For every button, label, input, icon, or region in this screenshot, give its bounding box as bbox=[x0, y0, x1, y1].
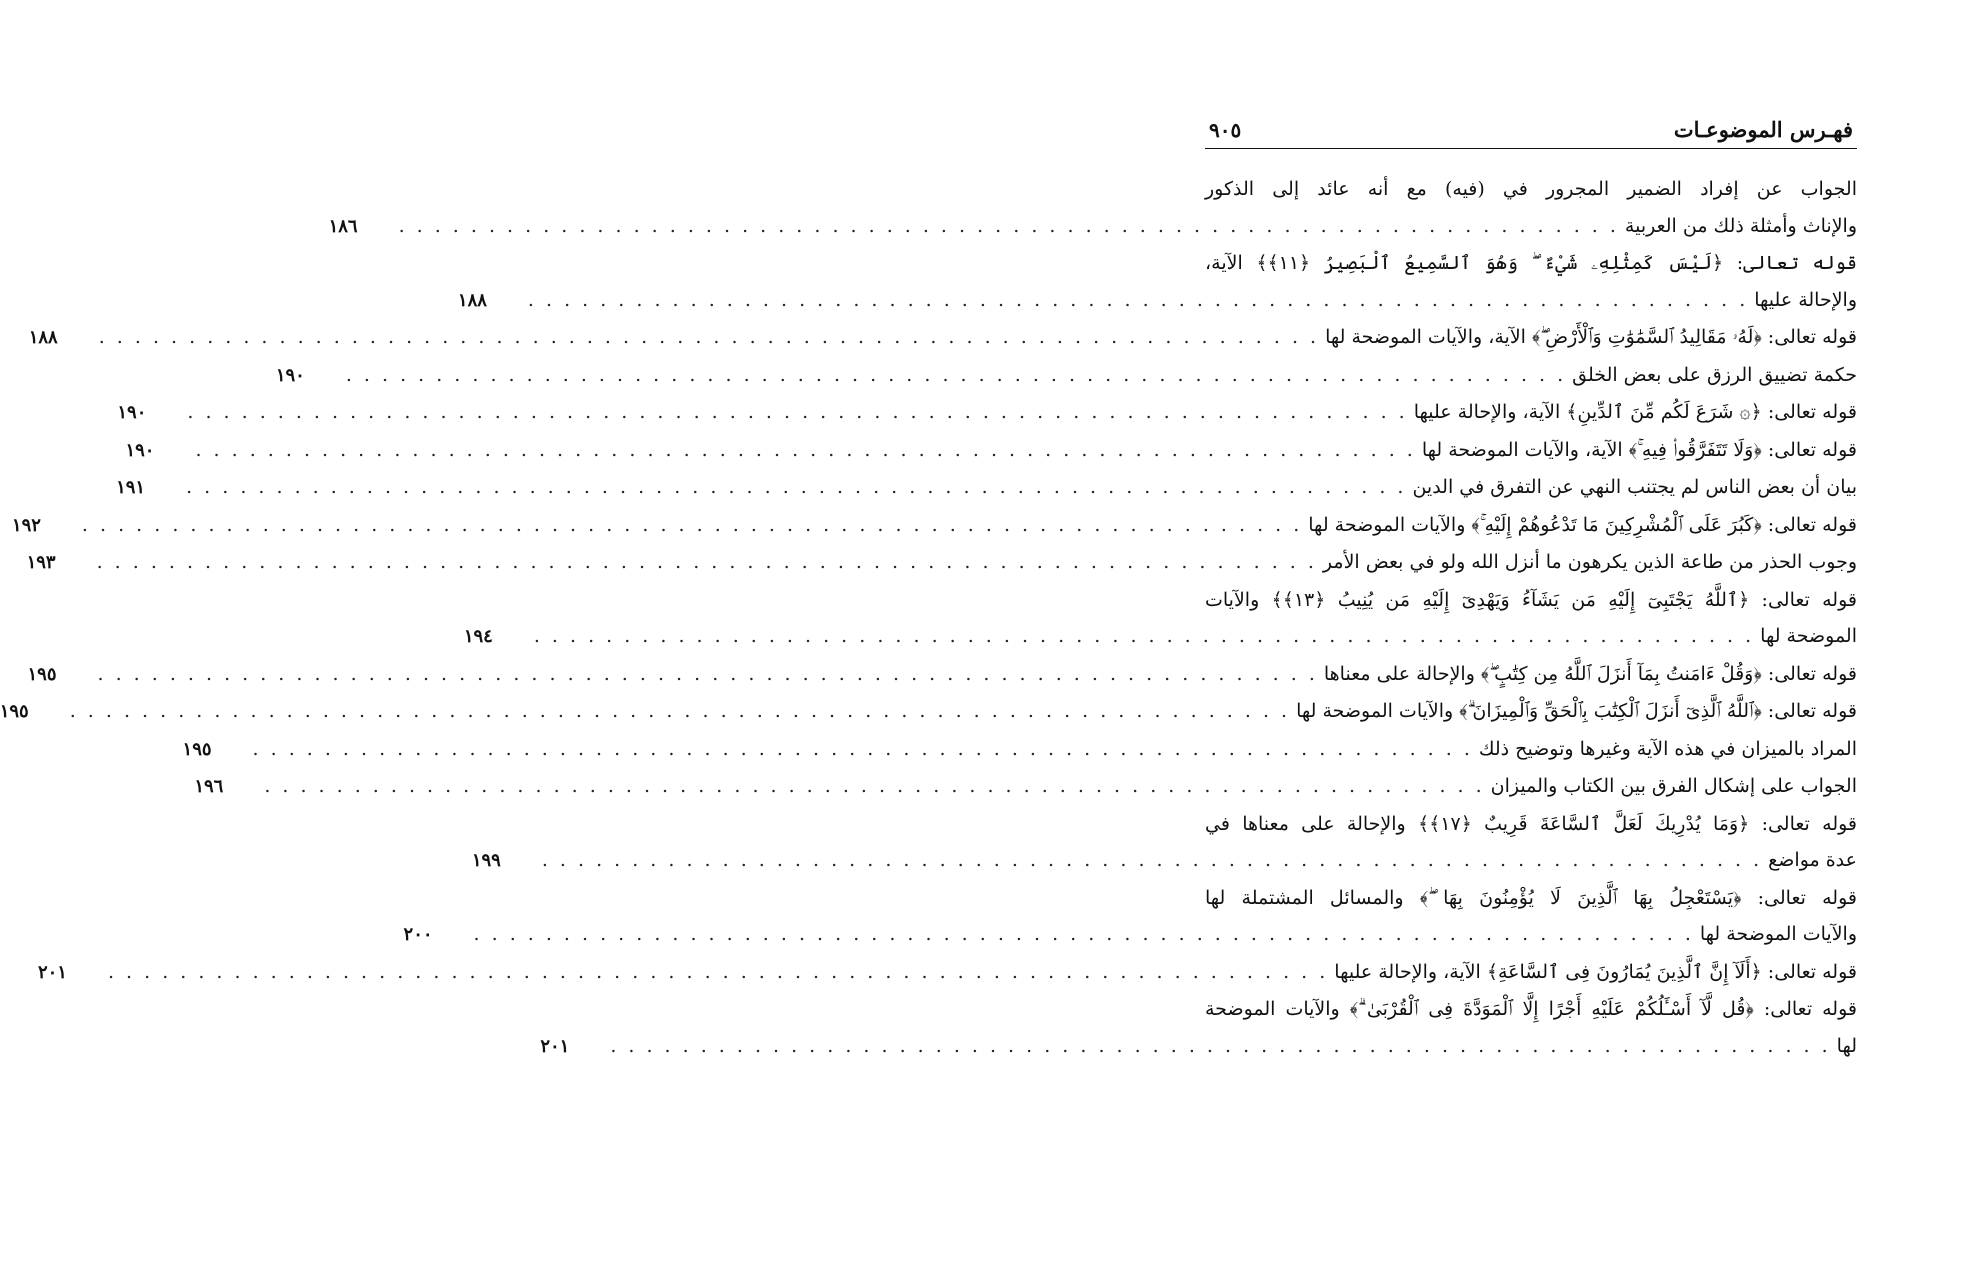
toc-entry-last-line bbox=[125, 432, 1857, 470]
toc-entry-last-line bbox=[27, 656, 1857, 694]
toc-entry-text: قوله تعالى: ﴿۞ شَرَعَ لَكُم مِّنَ ٱلدِّينِ﴾ الآية، والإحالة عليها bbox=[1413, 401, 1857, 423]
toc-entry-text-line: قوله تعالى: ﴿ٱللَّهُ يَجْتَبِىٓ إِلَيْهِ مَن يَشَآءُ وَيَهْدِىٓ إِلَيْهِ مَن يُنِيبُ ﴿١٣﴾﴾ والآيات bbox=[1205, 588, 1857, 611]
toc-entry-text: لها bbox=[1836, 1034, 1857, 1057]
toc-entry bbox=[117, 394, 1857, 432]
toc-entry-page-number: ١٨٦ bbox=[328, 215, 358, 237]
toc-entry bbox=[471, 806, 1858, 880]
toc-entry bbox=[116, 469, 1857, 507]
toc-entry-page-number: ١٩٥ bbox=[27, 663, 57, 685]
toc-entry bbox=[463, 582, 1857, 656]
dot-leader: . . . . . . . . . . . . . . . . . . . . . . . . . . . . . . . . . . . . . . . . . . . . . . . . . . . . . . . . . . . . . . . . . . . . bbox=[98, 326, 1320, 348]
toc-entry-last-line bbox=[117, 394, 1857, 432]
toc-entry-last-line bbox=[471, 842, 1857, 880]
dot-leader: . . . . . . . . . . . . . . . . . . . . . . . . . . . . . . . . . . . . . . . . . . . . . . . . . . . . . . . . . . . . . . . . . . . . bbox=[264, 775, 1485, 797]
dot-leader: . . . . . . . . . . . . . . . . . . . . . . . . . . . . . . . . . . . . . . . . . . . . . . . . . . . . . . . . . . . . . . . . . . . . bbox=[97, 662, 1318, 685]
toc-entry bbox=[27, 656, 1857, 694]
toc-entry bbox=[26, 544, 1857, 582]
toc-entry bbox=[37, 954, 1857, 992]
toc-entry-text-line: قوله تعالى: ﴿لَيْسَ كَمِثْلِهِۦ شَيْءٌ ۖ وَهُوَ ٱلسَّمِيعُ ٱلْبَصِيرُ ﴿١١﴾﴾ الآية، bbox=[1205, 252, 1857, 274]
toc-entry-page-number: ١٨٨ bbox=[28, 327, 58, 348]
toc-entry-page-number: ١٩٥ bbox=[0, 701, 29, 722]
dot-leader: . . . . . . . . . . . . . . . . . . . . . . . . . . . . . . . . . . . . . . . . . . . . . . . . . . . . . . . . . . . . . . . . . . . . bbox=[610, 1034, 1831, 1057]
toc-entry-text: عدة مواضع bbox=[1768, 849, 1857, 871]
toc-entry-page-number: ١٩٣ bbox=[26, 552, 56, 573]
toc-entry bbox=[28, 319, 1857, 357]
toc-entry-last-line bbox=[116, 469, 1857, 507]
toc-entry-text: حكمة تضييق الرزق على بعض الخلق bbox=[1572, 363, 1857, 386]
toc-entry-text: الجواب على إشكال الفرق بين الكتاب والميزان bbox=[1490, 775, 1857, 797]
toc-entry-text: المراد بالميزان في هذه الآية وغيرها وتوضيح ذلك bbox=[1478, 737, 1857, 760]
dot-leader: . . . . . . . . . . . . . . . . . . . . . . . . . . . . . . . . . . . . . . . . . . . . . . . . . . . . . . . . . . . . . . . . . . . . bbox=[195, 438, 1416, 461]
toc-entry-text: قوله تعالى: ﴿لَهُۥ مَقَالِيدُ ٱلسَّمَٰوَٰتِ وَٱلْأَرْضِ ۖ﴾ الآية، والآيات الموضحة لها bbox=[1325, 326, 1857, 348]
toc-entry-text: بيان أن بعض الناس لم يجتنب النهي عن التفرق في الدين bbox=[1412, 476, 1857, 498]
toc-entry bbox=[328, 171, 1857, 245]
toc-entry-last-line bbox=[11, 507, 1857, 545]
toc-entry-last-line bbox=[37, 954, 1857, 992]
toc-entry-last-line bbox=[540, 1028, 1857, 1066]
toc-entry-last-line bbox=[26, 544, 1857, 582]
toc-entry-text-line: قوله تعالى: ﴿وَمَا يُدْرِيكَ لَعَلَّ ٱلسَّاعَةَ قَرِيبٌ ﴿١٧﴾﴾ والإحالة على معناها في bbox=[1205, 812, 1858, 835]
toc-entry-page-number: ٢٠١ bbox=[37, 961, 67, 983]
toc-entry-text-line: قوله تعالى: ﴿قُل لَّآ أَسْـَٔلُكُمْ عَلَيْهِ أَجْرًا إِلَّا ٱلْمَوَدَّةَ فِى ٱلْقُرْبَىٰ ۗ﴾ والآيات الموضحة bbox=[1205, 998, 1857, 1020]
toc-entry-last-line bbox=[182, 731, 1857, 769]
toc-entry-last-line bbox=[0, 693, 1857, 731]
dot-leader: . . . . . . . . . . . . . . . . . . . . . . . . . . . . . . . . . . . . . . . . . . . . . . . . . . . . . . . . . . . . . . . . . . . . bbox=[541, 849, 1763, 871]
toc-entry-page-number: ١٩٤ bbox=[463, 626, 493, 647]
toc-entry-text: والإحالة عليها bbox=[1754, 288, 1857, 311]
dot-leader: . . . . . . . . . . . . . . . . . . . . . . . . . . . . . . . . . . . . . . . . . . . . . . . . . . . . . . . . . . . . . . . . . . . . bbox=[186, 476, 1407, 498]
dot-leader: . . . . . . . . . . . . . . . . . . . . . . . . . . . . . . . . . . . . . . . . . . . . . . . . . . . . . . . . . . . . . . . . . . . . bbox=[533, 625, 1755, 647]
toc-entry-page-number: ١٩٢ bbox=[11, 514, 41, 536]
toc-entry-page-number: ١٨٨ bbox=[457, 289, 487, 311]
toc-entry bbox=[0, 693, 1857, 731]
dot-leader: . . . . . . . . . . . . . . . . . . . . . . . . . . . . . . . . . . . . . . . . . . . . . . . . . . . . . . . . . . . . . . . . . . . . bbox=[107, 960, 1329, 983]
toc-entry bbox=[182, 731, 1857, 769]
toc-entry-page-number: ١٩١ bbox=[116, 477, 146, 498]
toc-entry-last-line bbox=[403, 916, 1857, 954]
toc-entry-page-number: ٢٠٠ bbox=[403, 924, 433, 945]
toc-entries bbox=[0, 171, 1858, 1065]
toc-entry-last-line bbox=[457, 282, 1857, 320]
toc-entry bbox=[403, 880, 1857, 954]
toc-entry-text: والإناث وأمثلة ذلك من العربية bbox=[1624, 214, 1857, 237]
toc-entry bbox=[11, 507, 1857, 545]
header-title: فهـرس الموضوعـات bbox=[1673, 117, 1853, 142]
dot-leader: . . . . . . . . . . . . . . . . . . . . . . . . . . . . . . . . . . . . . . . . . . . . . . . . . . . . . . . . . . . . . . . . . . . . bbox=[69, 700, 1291, 722]
toc-entry-text: الموضحة لها bbox=[1760, 625, 1857, 647]
toc-entry-text: قوله تعالى: ﴿وَلَا تَتَفَرَّقُوا۟ فِيهِ ۚ﴾ الآية، والآيات الموضحة لها bbox=[1421, 438, 1857, 461]
toc-entry-text-line: الجواب عن إفراد الضمير المجرور في (فيه) مع أنه عائد إلى الذكور bbox=[1205, 178, 1857, 200]
toc-entry bbox=[275, 357, 1857, 395]
toc-entry-page-number: ١٩٠ bbox=[117, 402, 147, 423]
toc-entry bbox=[457, 245, 1857, 319]
toc-entry bbox=[540, 991, 1857, 1065]
toc-entry-page-number: ١٩٠ bbox=[125, 439, 155, 461]
dot-leader: . . . . . . . . . . . . . . . . . . . . . . . . . . . . . . . . . . . . . . . . . . . . . . . . . . . . . . . . . . . . . . . . . . . . bbox=[398, 214, 1619, 237]
toc-entry-text: وجوب الحذر من طاعة الذين يكرهون ما أنزل الله ولو في بعض الأمر bbox=[1322, 551, 1857, 573]
index-page bbox=[0, 112, 1858, 1065]
toc-entry-text: قوله تعالى: ﴿وَقُلْ ءَامَنتُ بِمَآ أَنزَلَ ٱللَّهُ مِن كِتَٰبٍ ۖ﴾ والإحالة على معناها bbox=[1323, 662, 1857, 685]
toc-entry-last-line bbox=[328, 208, 1857, 246]
toc-entry-page-number: ١٩٠ bbox=[275, 364, 305, 386]
page-header bbox=[1205, 112, 1857, 149]
toc-entry-last-line bbox=[463, 618, 1857, 656]
header-page-number: ٩٠٥ bbox=[1209, 118, 1242, 142]
toc-entry-page-number: ١٩٥ bbox=[182, 738, 212, 760]
toc-entry-text: قوله تعالى: ﴿كَبُرَ عَلَى ٱلْمُشْرِكِينَ مَا تَدْعُوهُمْ إِلَيْهِ ۚ﴾ والآيات الموضحة لها bbox=[1308, 513, 1857, 536]
toc-entry-text-line: قوله تعالى: ﴿يَسْتَعْجِلُ بِهَا ٱلَّذِينَ لَا يُؤْمِنُونَ بِهَا ۖ﴾ والمسائل المشتملة لها bbox=[1205, 886, 1857, 909]
dot-leader: . . . . . . . . . . . . . . . . . . . . . . . . . . . . . . . . . . . . . . . . . . . . . . . . . . . . . . . . . . . . . . . . . . . . bbox=[252, 737, 1473, 760]
dot-leader: . . . . . . . . . . . . . . . . . . . . . . . . . . . . . . . . . . . . . . . . . . . . . . . . . . . . . . . . . . . . . . . . . . . . bbox=[473, 923, 1694, 945]
toc-entry-text: قوله تعالى: ﴿ٱللَّهُ ٱلَّذِىٓ أَنزَلَ ٱلْكِتَٰبَ بِٱلْحَقِّ وَٱلْمِيزَانَ ۗ﴾ والآيات الموضحة لها bbox=[1296, 700, 1857, 722]
dot-leader: . . . . . . . . . . . . . . . . . . . . . . . . . . . . . . . . . . . . . . . . . . . . . . . . . . . . . . . . . . . . . . . . . . . . bbox=[96, 551, 1317, 573]
toc-entry-text: قوله تعالى: ﴿أَلَآ إِنَّ ٱلَّذِينَ يُمَارُونَ فِى ٱلسَّاعَةِ﴾ الآية، والإحالة عليها bbox=[1334, 960, 1857, 983]
toc-entry-last-line bbox=[194, 768, 1857, 806]
toc-entry bbox=[125, 432, 1857, 470]
dot-leader: . . . . . . . . . . . . . . . . . . . . . . . . . . . . . . . . . . . . . . . . . . . . . . . . . . . . . . . . . . . . . . . . . . . . bbox=[187, 401, 1408, 423]
toc-entry-page-number: ٢٠١ bbox=[540, 1035, 570, 1057]
toc-entry-last-line bbox=[28, 319, 1857, 357]
dot-leader: . . . . . . . . . . . . . . . . . . . . . . . . . . . . . . . . . . . . . . . . . . . . . . . . . . . . . . . . . . . . . . . . . . . . bbox=[345, 363, 1567, 386]
toc-entry-page-number: ١٩٦ bbox=[194, 776, 224, 797]
toc-entry bbox=[194, 768, 1857, 806]
dot-leader: . . . . . . . . . . . . . . . . . . . . . . . . . . . . . . . . . . . . . . . . . . . . . . . . . . . . . . . . . . . . . . . . . . . . bbox=[81, 513, 1303, 536]
toc-entry-page-number: ١٩٩ bbox=[471, 850, 501, 871]
toc-entry-last-line bbox=[275, 357, 1857, 395]
toc-entry-text: والآيات الموضحة لها bbox=[1699, 923, 1857, 945]
dot-leader: . . . . . . . . . . . . . . . . . . . . . . . . . . . . . . . . . . . . . . . . . . . . . . . . . . . . . . . . . . . . . . . . . . . . bbox=[527, 288, 1749, 311]
